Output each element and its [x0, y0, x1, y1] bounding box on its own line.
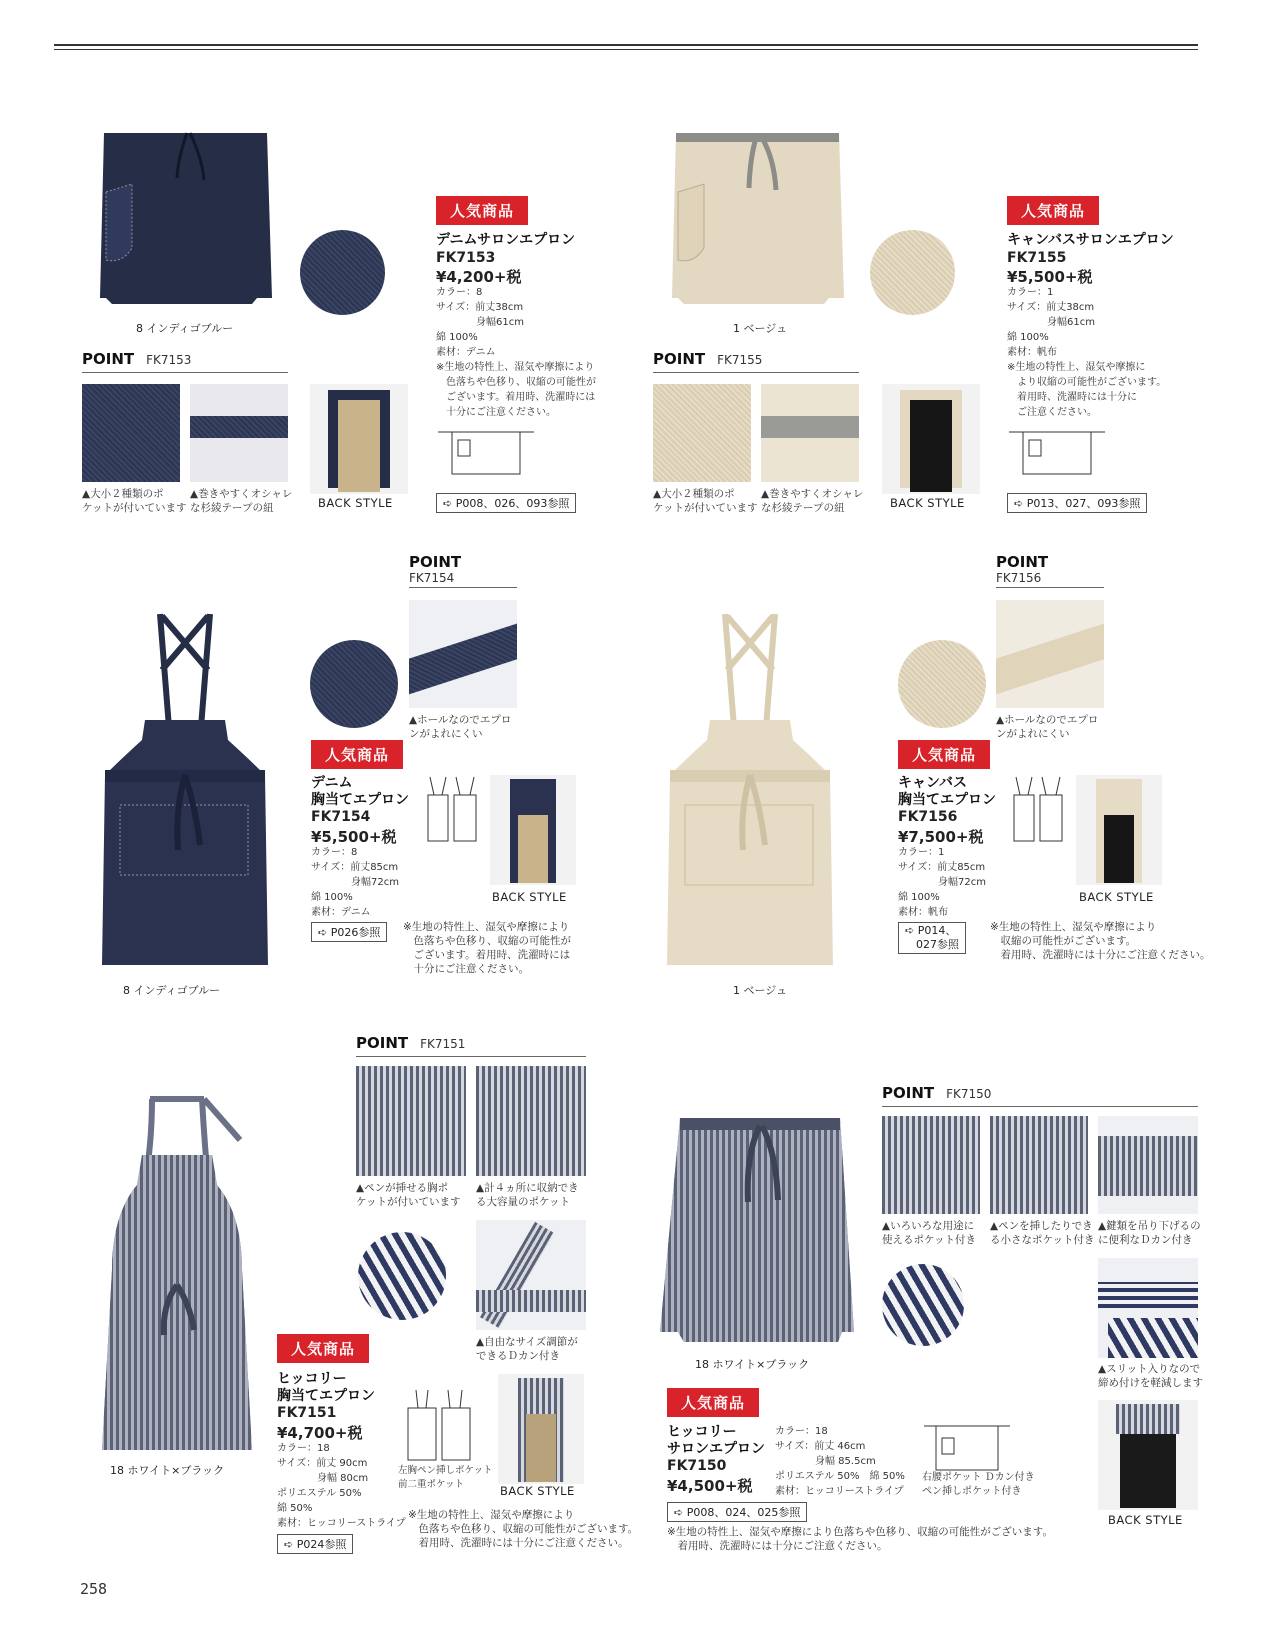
fk7151-code: FK7151: [277, 1405, 337, 1421]
fk7150-back-style-photo: [1098, 1400, 1198, 1510]
fk7154-point-heading: POINT: [409, 553, 462, 571]
fk7154-hole-detail: [409, 600, 517, 708]
fk7153-price: ¥4,200+税: [436, 268, 522, 286]
fk7156-note: ※生地の特性上、湿気や摩擦により 収縮の可能性がございます。 着用時、洗濯時には十分にご注意ください。: [990, 921, 1211, 961]
fk7151-diagram-caption: 左胸ペン挿しポケット 前二重ポケット: [398, 1465, 493, 1490]
fk7154-apron-image: [100, 610, 270, 970]
fk7150-slit-detail: [1098, 1258, 1198, 1358]
fk7151-fabric-swatch: [358, 1232, 446, 1320]
fk7150-point-heading: [882, 1084, 991, 1102]
fk7155-point-caption-1: ▲大小２種類のポ ケットが付いています: [653, 488, 758, 514]
fk7150-name: ヒッコリー サロンエプロン: [667, 1424, 765, 1457]
fk7155-code: FK7155: [1007, 250, 1067, 266]
fk7150-price: ¥4,500+税: [667, 1477, 753, 1495]
fk7155-point-caption-2: ▲巻きやすくオシャレ な杉綾テープの紐: [761, 488, 864, 514]
fk7151-point-rule: [356, 1056, 586, 1057]
fk7150-d-ring-detail: [1098, 1116, 1198, 1214]
fk7156-back-style-label: BACK STYLE: [1079, 890, 1154, 904]
fk7155-point-rule: [653, 372, 859, 373]
fk7151-point-heading: [356, 1034, 465, 1052]
fk7154-price: ¥5,500+税: [311, 828, 397, 846]
fk7153-pocket-detail: [82, 384, 180, 482]
fk7151-back-style-label: BACK STYLE: [500, 1484, 575, 1498]
fk7155-tape-detail: [761, 384, 859, 482]
fk7153-ref-button[interactable]: ➪ P008、026、093参照: [436, 493, 576, 513]
fk7151-point-caption-1: ▲ペンが挿せる胸ポ ケットが付いています: [356, 1182, 461, 1208]
point-label: POINT: [653, 350, 706, 368]
fk7150-point-caption-2: ▲ペンを挿したりでき る小さなポケット付き: [990, 1220, 1095, 1246]
fk7151-ref-button[interactable]: ➪ P024参照: [277, 1534, 353, 1554]
fk7156-line-diagram: [1010, 775, 1066, 843]
fk7154-point-code: FK7154: [409, 571, 455, 585]
fk7155-point-heading: [653, 350, 762, 368]
fk7151-popular-badge: 人気商品: [277, 1334, 369, 1363]
fk7153-color-caption: 8 インディゴブルー: [136, 322, 234, 335]
fk7150-point-rule: [882, 1106, 1198, 1107]
fk7151-price: ¥4,700+税: [277, 1424, 363, 1442]
fk7156-apron-image: [665, 610, 835, 970]
fk7151-pen-pocket-detail: [356, 1066, 466, 1176]
header-rule-top: [54, 44, 1198, 46]
fk7151-back-style-photo: [498, 1374, 584, 1484]
fk7150-diagram-caption: 右腰ポケット Ｄカン付き ペン挿しポケット付き: [922, 1472, 1035, 1497]
fk7153-point-rule: [82, 372, 288, 373]
header-rule-bottom: [54, 49, 1198, 50]
fk7154-specs: カラー：8 サイズ：前丈85cm 身幅72cm 綿 100% 素材：デニム: [311, 847, 399, 918]
fk7151-apron-image: [92, 1095, 262, 1455]
fk7154-back-style-label: BACK STYLE: [492, 890, 567, 904]
fk7151-note: ※生地の特性上、湿気や摩擦により 色落ちや色移り、収縮の可能性がございます。 着用時、洗濯時には十分にご注意ください。: [408, 1509, 639, 1549]
fk7156-point-rule: [996, 587, 1104, 588]
fk7156-fabric-swatch: [898, 640, 986, 728]
fk7154-code: FK7154: [311, 809, 371, 825]
fk7154-name: デニム 胸当てエプロン: [311, 775, 409, 808]
fk7150-fabric-swatch: [882, 1264, 964, 1346]
fk7154-back-style-photo: [490, 775, 576, 885]
fk7153-name: デニムサロンエプロン: [436, 232, 576, 248]
fk7155-fabric-swatch: [870, 230, 955, 315]
fk7150-note: ※生地の特性上、湿気や摩擦により色落ちや色移り、収縮の可能性がございます。 着用時、洗濯時には十分にご注意ください。: [667, 1526, 1053, 1552]
fk7153-point-caption-2: ▲巻きやすくオシャレ な杉綾テープの紐: [190, 488, 293, 514]
fk7154-note: ※生地の特性上、湿気や摩擦により 色落ちや色移り、収縮の可能性が ございます。着用時、洗濯時には 十分にご注意ください。: [403, 921, 571, 975]
fk7153-point-heading: [82, 350, 191, 368]
fk7151-point-caption-2: ▲計４ヵ所に収納でき る大容量のポケット: [476, 1182, 579, 1208]
fk7156-popular-badge: 人気商品: [898, 740, 990, 769]
fk7153-point-caption-1: ▲大小２種類のポ ケットが付いています: [82, 488, 187, 514]
fk7153-apron-image: [92, 128, 302, 308]
fk7155-price: ¥5,500+税: [1007, 268, 1093, 286]
fk7150-specs: カラー：18 サイズ：前丈 46cm 身幅 85.5cm ポリエステル 50% 綿 50% 素材：ヒッコリーストライプ: [775, 1426, 905, 1497]
fk7155-specs: カラー：1 サイズ：前丈38cm 身幅61cm 綿 100% 素材：帆布 ※生地の特性上、湿気や摩擦に より収縮の可能性がございます。 着用時、洗濯時には十分に ご注意ください。: [1007, 287, 1167, 418]
fk7156-hole-detail: [996, 600, 1104, 708]
fk7150-ref-button[interactable]: ➪ P008、024、025参照: [667, 1502, 807, 1522]
fk7155-line-diagram: [1007, 428, 1107, 478]
fk7154-point-caption-1: ▲ホールなのでエプロ ンがよれにくい: [409, 714, 512, 740]
fk7156-price: ¥7,500+税: [898, 828, 984, 846]
fk7155-color-caption: 1 ベージュ: [733, 322, 788, 335]
point-label: POINT: [882, 1084, 935, 1102]
fk7150-color-caption: 18 ホワイト×ブラック: [695, 1358, 810, 1371]
fk7153-back-style-photo: [310, 384, 408, 494]
fk7154-point-rule: [409, 587, 517, 588]
fk7150-point-code: FK7150: [946, 1087, 992, 1101]
fk7156-ref-button[interactable]: ➪ P014、 027参照: [898, 922, 966, 954]
fk7155-popular-badge: 人気商品: [1007, 196, 1099, 225]
fk7151-point-caption-3: ▲自由なサイズ調節が できるＤカン付き: [476, 1336, 578, 1362]
fk7154-line-diagram: [424, 775, 480, 843]
fk7153-tape-detail: [190, 384, 288, 482]
fk7150-line-diagram: [922, 1420, 1012, 1474]
fk7153-fabric-swatch: [300, 230, 385, 315]
fk7156-specs: カラー：1 サイズ：前丈85cm 身幅72cm 綿 100% 素材：帆布: [898, 847, 986, 918]
fk7153-back-style-label: BACK STYLE: [318, 496, 393, 510]
fk7156-color-caption: 1 ベージュ: [733, 984, 788, 997]
fk7155-back-style-photo: [882, 384, 980, 494]
fk7156-point-code: FK7156: [996, 571, 1042, 585]
fk7150-popular-badge: 人気商品: [667, 1388, 759, 1417]
fk7155-name: キャンバスサロンエプロン: [1007, 232, 1174, 248]
fk7151-specs: カラー：18 サイズ：前丈 90cm 身幅 80cm ポリエステル 50% 綿 50% 素材：ヒッコリーストライプ: [277, 1443, 406, 1529]
fk7155-apron-image: [664, 128, 874, 308]
fk7150-pocket-detail: [882, 1116, 980, 1214]
page-number: 258: [80, 1580, 108, 1598]
fk7151-point-code: FK7151: [420, 1037, 466, 1051]
fk7150-back-style-label: BACK STYLE: [1108, 1513, 1183, 1527]
fk7153-popular-badge: 人気商品: [436, 196, 528, 225]
fk7151-color-caption: 18 ホワイト×ブラック: [110, 1464, 225, 1477]
fk7155-back-style-label: BACK STYLE: [890, 496, 965, 510]
fk7154-color-caption: 8 インディゴブルー: [123, 984, 221, 997]
fk7155-point-code: FK7155: [717, 353, 763, 367]
fk7150-code: FK7150: [667, 1458, 727, 1474]
point-label: POINT: [82, 350, 135, 368]
fk7153-line-diagram: [436, 428, 536, 478]
fk7151-line-diagram: [398, 1388, 478, 1462]
fk7156-point-heading: POINT: [996, 553, 1049, 571]
fk7151-name: ヒッコリー 胸当てエプロン: [277, 1371, 375, 1404]
fk7151-large-pocket-detail: [476, 1066, 586, 1176]
fk7150-point-caption-1: ▲いろいろな用途に 使えるポケット付き: [882, 1220, 976, 1246]
fk7153-code: FK7153: [436, 250, 496, 266]
fk7150-apron-image: [656, 1112, 866, 1348]
fk7154-ref-button[interactable]: ➪ P026参照: [311, 922, 387, 942]
fk7150-point-caption-3: ▲鍵類を吊り下げるの に便利なＤカン付き: [1098, 1220, 1201, 1246]
fk7154-popular-badge: 人気商品: [311, 740, 403, 769]
fk7155-ref-button[interactable]: ➪ P013、027、093参照: [1007, 493, 1147, 513]
fk7151-d-ring-detail: [476, 1220, 586, 1330]
fk7155-pocket-detail: [653, 384, 751, 482]
fk7150-pen-pocket-detail: [990, 1116, 1088, 1214]
fk7153-point-code: FK7153: [146, 353, 192, 367]
fk7156-back-style-photo: [1076, 775, 1162, 885]
fk7154-fabric-swatch: [310, 640, 398, 728]
fk7150-point-caption-4: ▲スリット入りなので 締め付けを軽減します: [1098, 1363, 1203, 1389]
fk7156-point-caption-1: ▲ホールなのでエプロ ンがよれにくい: [996, 714, 1099, 740]
fk7156-name: キャンバス 胸当てエプロン: [898, 775, 996, 808]
fk7153-specs: カラー：8 サイズ：前丈38cm 身幅61cm 綿 100% 素材：デニム ※生地の特性上、湿気や摩擦により 色落ちや色移り、収縮の可能性が ございます。着用時、洗濯時には 十分にご注意ください。: [436, 287, 596, 418]
point-label: POINT: [356, 1034, 409, 1052]
fk7156-code: FK7156: [898, 809, 958, 825]
